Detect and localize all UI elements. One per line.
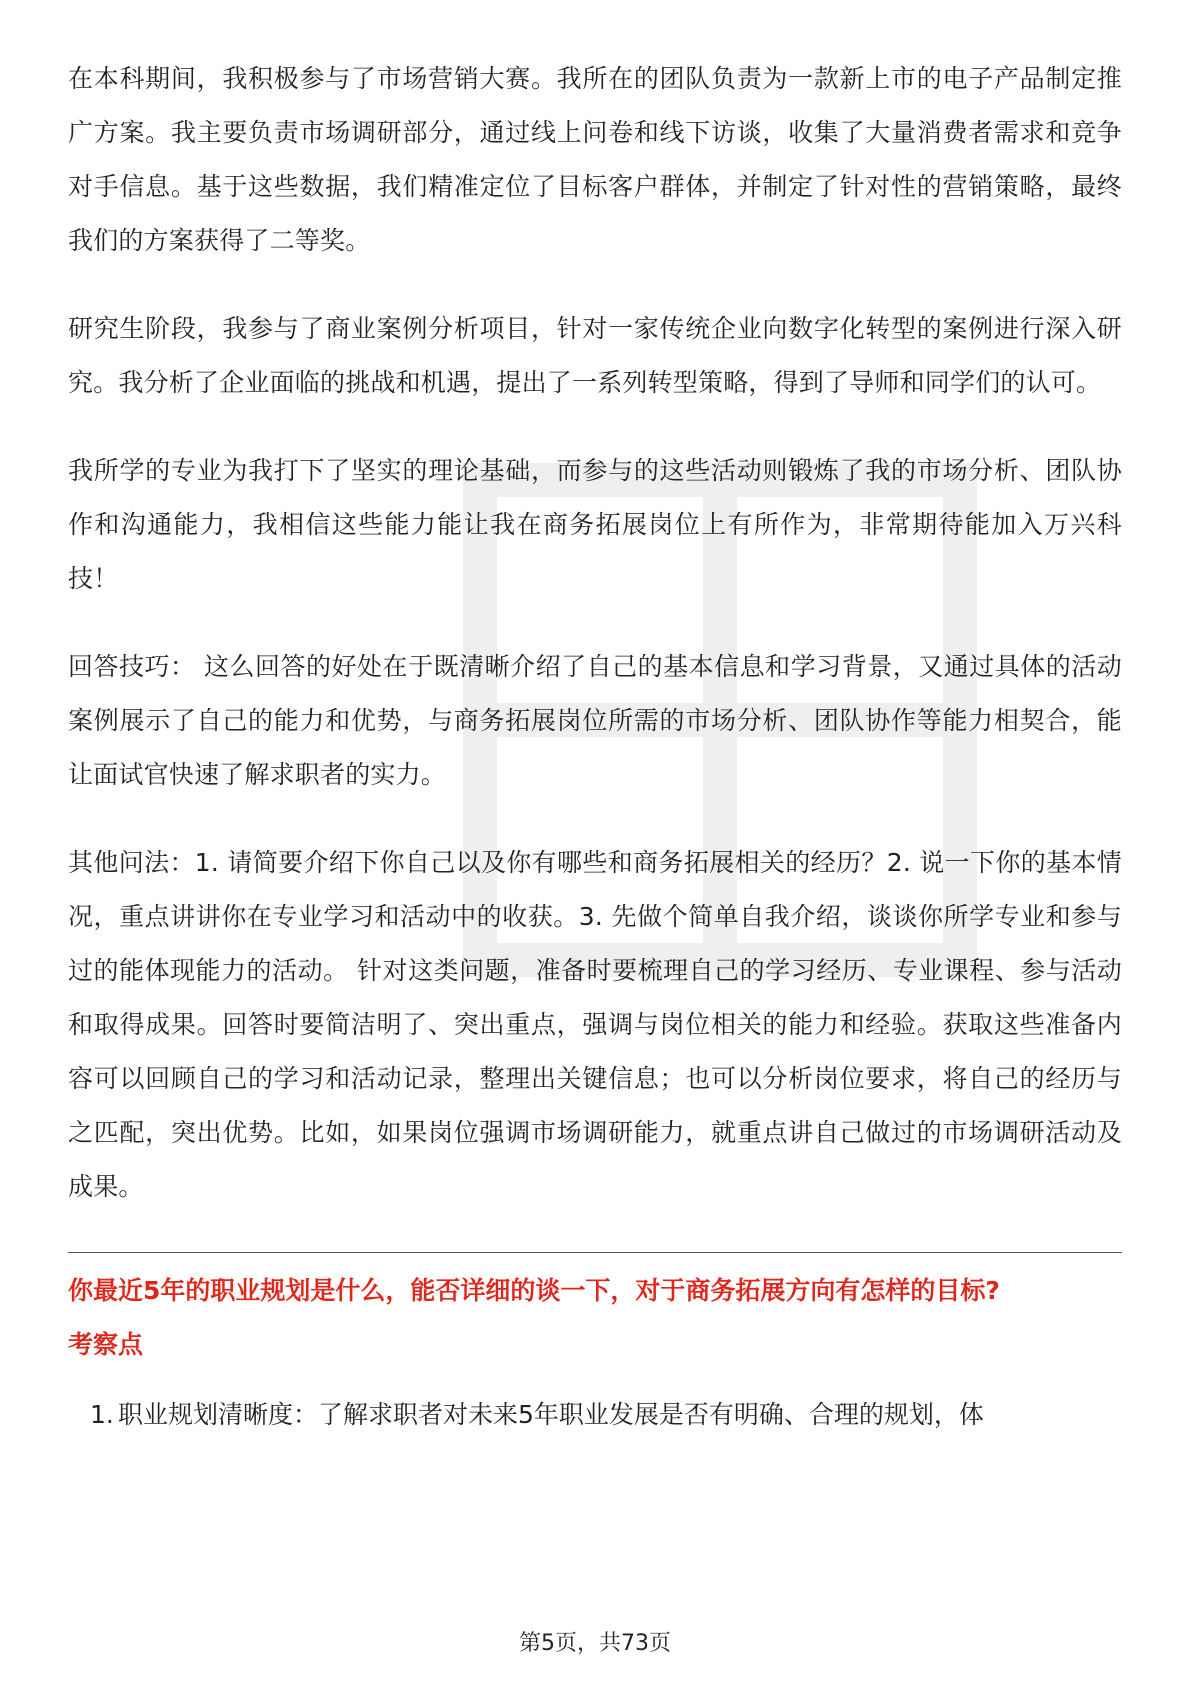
- paragraph-answer-tips: 回答技巧： 这么回答的好处在于既清晰介绍了自己的基本信息和学习背景，又通过具体的活动案例展示了自己的能力和优势，与商务拓展岗位所需的市场分析、团队协作等能力相契合，能让面试官快速了解求职者的实力。: [68, 652, 1122, 789]
- list-item-number: 1.: [90, 1400, 114, 1429]
- paragraph-undergraduate: 在本科期间，我积极参与了市场营销大赛。我所在的团队负责为一款新上市的电子产品制定推广方案。我主要负责市场调研部分，通过线上问卷和线下访谈，收集了大量消费者需求和竞争对手信息。基于这些数据，我们精准定位了目标客户群体，并制定了针对性的营销策略，最终我们的方案获得了二等奖。: [68, 64, 1122, 255]
- section-label: 考察点: [68, 1330, 144, 1359]
- question-heading: 你最近5年的职业规划是什么，能否详细的谈一下，对于商务拓展方向有怎样的目标?: [68, 1276, 1000, 1305]
- document-page: [68, 52, 1122, 1435]
- list-item: [68, 1395, 1122, 1435]
- section-divider: [68, 1252, 1122, 1253]
- page-footer: 第5页，共73页: [519, 1631, 671, 1656]
- paragraph-other-questions: 其他问法：1. 请简要介绍下你自己以及你有哪些和商务拓展相关的经历？2. 说一下你的基本情况，重点讲讲你在专业学习和活动中的收获。3. 先做个简单自我介绍，谈谈你所学专业和参与过的能体现能力的活动。 针对这类问题，准备时要梳理自己的学习经历、专业课程、参与活动和取得成果。回答时要简洁明了、突出重点，强调与岗位相关的能力和经验。获取这些准备内容可以回顾自己的学习和活动记录，整理出关键信息；也可以分析岗位要求，将自己的经历与之匹配，突出优势。比如，如果岗位强调市场调研能力，就重点讲自己做过的市场调研活动及成果。: [68, 848, 1122, 1201]
- list-item-text: 职业规划清晰度：了解求职者对未来5年职业发展是否有明确、合理的规划，体: [118, 1400, 984, 1429]
- paragraph-graduate: 研究生阶段，我参与了商业案例分析项目，针对一家传统企业向数字化转型的案例进行深入研究。我分析了企业面临的挑战和机遇，提出了一系列转型策略，得到了导师和同学们的认可。: [68, 314, 1122, 397]
- assessment-list: [68, 1395, 1122, 1435]
- paragraph-summary: 我所学的专业为我打下了坚实的理论基础，而参与的这些活动则锻炼了我的市场分析、团队协作和沟通能力，我相信这些能力能让我在商务拓展岗位上有所作为，非常期待能加入万兴科技！: [68, 456, 1122, 593]
